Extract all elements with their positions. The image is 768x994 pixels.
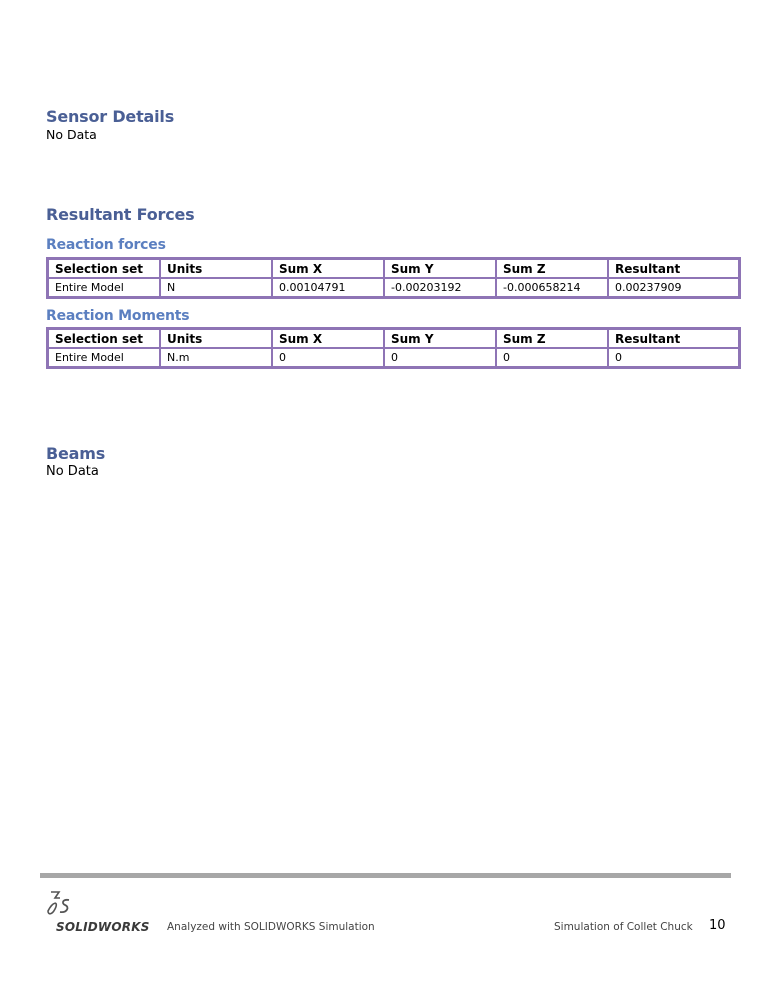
footer-analyzed-with: Analyzed with SOLIDWORKS Simulation (167, 921, 375, 933)
reaction-forces-heading: Reaction forces (46, 237, 166, 253)
table-cell: Entire Model (48, 348, 160, 367)
table-header-row (48, 259, 739, 278)
header-cell: Resultant (608, 329, 739, 348)
table-cell: 0 (384, 348, 496, 367)
table-cell: 0 (608, 348, 739, 367)
solidworks-logo-text: SOLIDWORKS (56, 920, 150, 934)
header-cell: Sum Z (496, 329, 608, 348)
table-cell: 0 (496, 348, 608, 367)
header-cell: Units (160, 329, 272, 348)
page-number: 10 (709, 918, 726, 933)
table-row (48, 278, 739, 297)
header-cell: Sum Z (496, 259, 608, 278)
reaction-forces-table (46, 257, 741, 299)
ds-logo-icon (45, 889, 75, 923)
header-cell: Selection set (48, 329, 160, 348)
header-cell: Selection set (48, 259, 160, 278)
table-cell: 0.00104791 (272, 278, 384, 297)
header-cell: Units (160, 259, 272, 278)
header-cell: Resultant (608, 259, 739, 278)
sensor-details-body: No Data (46, 127, 97, 142)
table-cell: 0.00237909 (608, 278, 739, 297)
resultant-forces-heading: Resultant Forces (46, 205, 195, 224)
table-cell: -0.00203192 (384, 278, 496, 297)
beams-heading: Beams (46, 444, 106, 463)
beams-body: No Data (46, 464, 99, 479)
table-cell: N.m (160, 348, 272, 367)
table-row (48, 348, 739, 367)
table-header-row (48, 329, 739, 348)
table-cell: Entire Model (48, 278, 160, 297)
footer-divider (40, 873, 731, 878)
reaction-moments-heading: Reaction Moments (46, 308, 190, 324)
header-cell: Sum X (272, 329, 384, 348)
sensor-details-heading: Sensor Details (46, 107, 175, 126)
header-cell: Sum Y (384, 329, 496, 348)
header-cell: Sum X (272, 259, 384, 278)
table-cell: N (160, 278, 272, 297)
table-cell: 0 (272, 348, 384, 367)
reaction-moments-table (46, 327, 741, 369)
footer-document-title: Simulation of Collet Chuck (554, 921, 693, 933)
header-cell: Sum Y (384, 259, 496, 278)
table-cell: -0.000658214 (496, 278, 608, 297)
